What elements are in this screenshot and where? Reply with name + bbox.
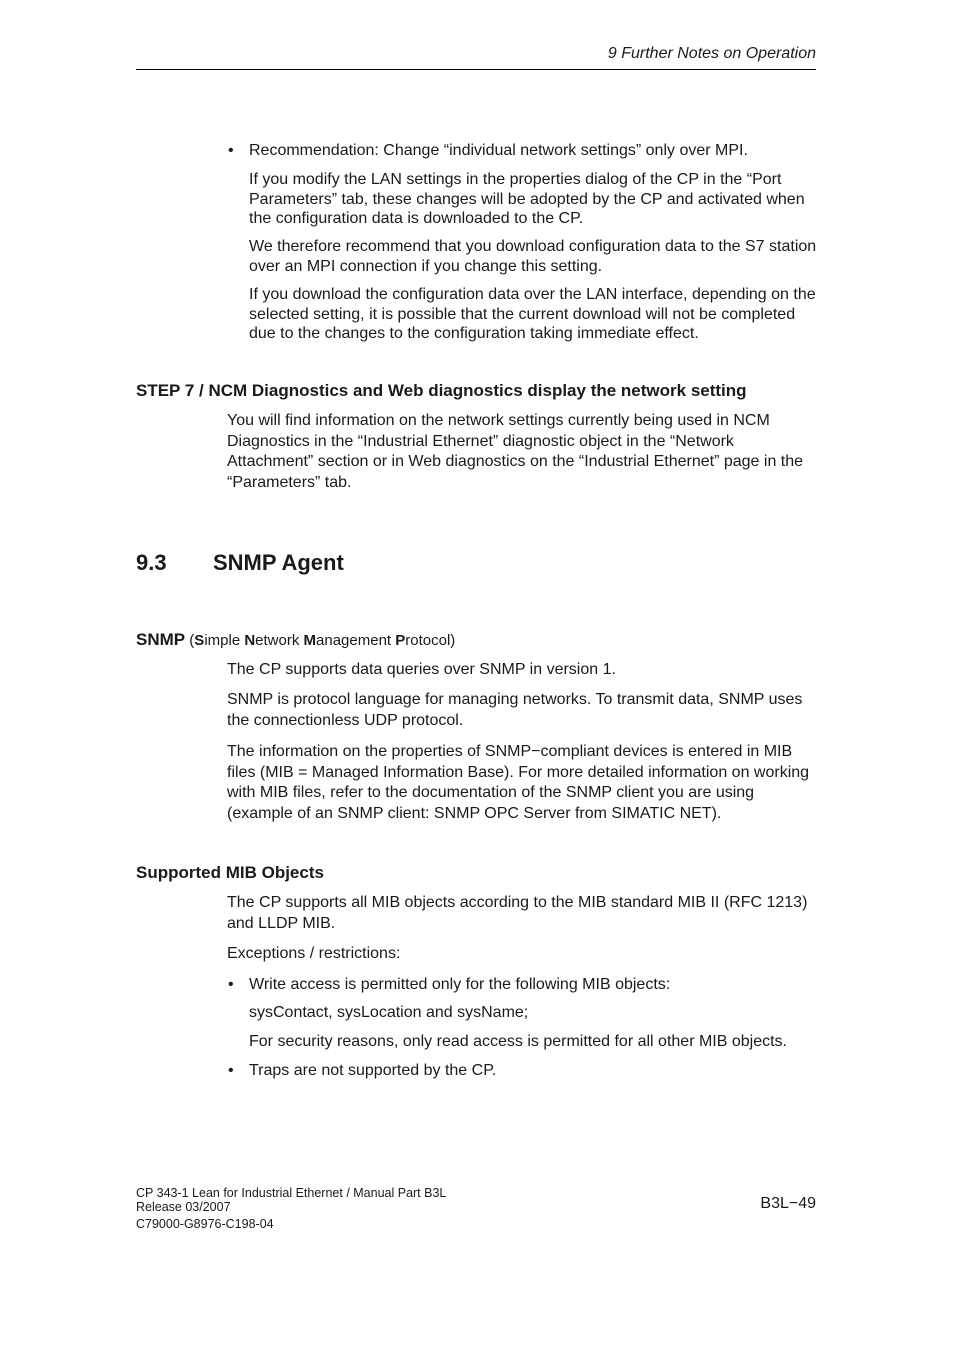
write-access-objects: sysContact, sysLocation and sysName; [249, 1004, 529, 1021]
bullet-marker: • [228, 976, 234, 993]
snmp-letter-p: P [395, 632, 406, 649]
traps-bullet: Traps are not supported by the CP. [249, 1062, 497, 1079]
mib-heading: Supported MIB Objects [136, 863, 324, 882]
snmp-word-network: etwork [255, 632, 304, 649]
snmp-word-management: anagement [316, 632, 396, 649]
lan-settings-paragraph: If you modify the LAN settings in the properties dialog of the CP in the “Port Parameters” tab, these changes will be adopted by the CP and activated when the configuration data is downloaded to the CP. [249, 171, 805, 227]
snmp-heading-bold: SNMP [136, 630, 186, 649]
snmp-heading [136, 630, 455, 650]
chapter-title: 9 Further Notes on Operation [607, 45, 816, 62]
bullet-marker: • [228, 1062, 234, 1079]
snmp-word-simple: imple [204, 632, 245, 649]
snmp-letter-m: M [303, 632, 317, 649]
snmp-word-protocol: rotocol) [405, 632, 456, 649]
exceptions-label: Exceptions / restrictions: [227, 945, 401, 962]
snmp-letter-s: S [194, 632, 205, 649]
snmp-protocol-paragraph: SNMP is protocol language for managing networks. To transmit data, SNMP uses the connectionless UDP protocol. [227, 691, 803, 729]
page-footer [136, 1186, 446, 1231]
read-access-note: For security reasons, only read access is permitted for all other MIB objects. [249, 1033, 787, 1050]
recommendation-bullet: Recommendation: Change “individual network settings” only over MPI. [249, 142, 748, 159]
step7-heading: STEP 7 / NCM Diagnostics and Web diagnostics display the network setting [136, 381, 747, 400]
bullet-marker: • [228, 142, 234, 159]
footer-manual-title: CP 343-1 Lean for Industrial Ethernet / Manual Part B3L [136, 1186, 447, 1200]
mpi-recommendation-paragraph: We therefore recommend that you download configuration data to the S7 station over an MPI connection if you change this setting. [249, 238, 817, 275]
snmp-version-paragraph: The CP supports data queries over SNMP in version 1. [227, 661, 616, 678]
lan-download-paragraph: If you download the configuration data over the LAN interface, depending on the selected setting, it is possible that the current download will not be completed due to the changes to the configuration taking immediate effect. [249, 286, 816, 342]
page-number: B3L−49 [760, 1195, 816, 1212]
footer-release: Release 03/2007 [136, 1200, 231, 1214]
section-title: SNMP Agent [213, 550, 344, 575]
step7-paragraph: You will find information on the network settings currently being used in NCM Diagnostics in the “Industrial Ethernet” diagnostic object in the “Network Attachment” section or in Web diagnostics on the “Industrial Ethernet” page in the “Parameters” tab. [227, 412, 804, 491]
mib-support-paragraph: The CP supports all MIB objects according to the MIB standard MIB II (RFC 1213) and LLDP MIB. [227, 894, 808, 932]
write-access-bullet: Write access is permitted only for the following MIB objects: [249, 976, 671, 993]
page-header [136, 44, 816, 70]
snmp-paren: ( [185, 632, 195, 649]
section-number: 9.3 [136, 550, 167, 575]
mib-info-paragraph: The information on the properties of SNMP−compliant devices is entered in MIB files (MIB = Managed Information Base). For more detailed information on working with MIB files, refer to the documentation of the SNMP client you are using (example of an SNMP client: SNMP OPC Server from SIMATIC NET). [227, 743, 810, 822]
footer-order-number: C79000-G8976-C198-04 [136, 1217, 274, 1231]
snmp-letter-n: N [244, 632, 256, 649]
